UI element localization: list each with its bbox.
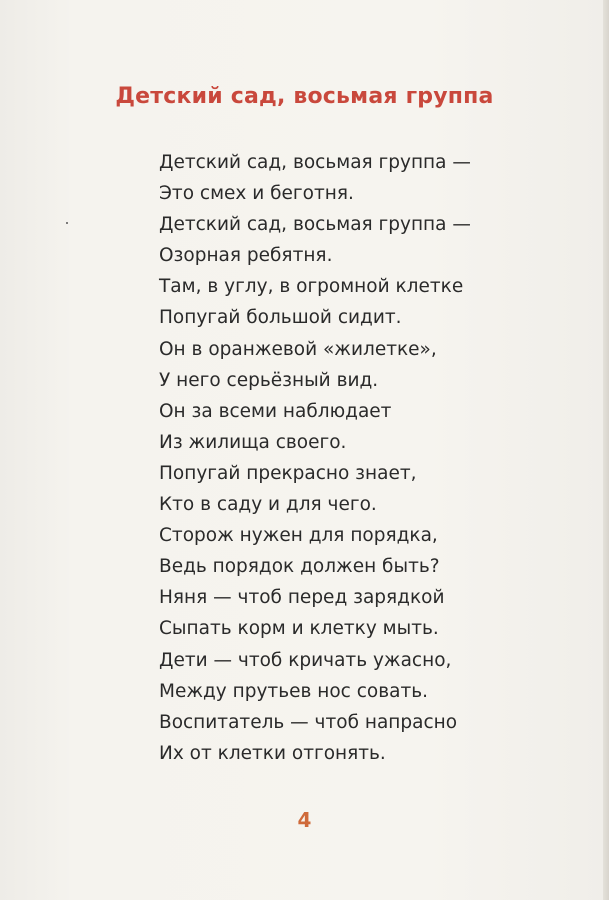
poem-line: Он в оранжевой «жилетке», — [159, 338, 437, 360]
poem-line: Это смех и беготня. — [159, 183, 354, 205]
poem-line: Из жилища своего. — [159, 431, 347, 453]
page-edge — [603, 0, 609, 900]
poem-line: Между прутьев нос совать. — [159, 680, 429, 702]
poem-text — [159, 147, 471, 769]
page-number: 4 — [297, 808, 312, 832]
poem-line: Сторож нужен для порядка, — [159, 525, 438, 547]
poem-line: Попугай прекрасно знает, — [159, 462, 417, 484]
poem-title: Детский сад, восьмая группа — [115, 84, 494, 109]
poem-line: Он за всеми наблюдает — [159, 400, 392, 422]
poem-line: Детский сад, восьмая группа — — [159, 152, 471, 173]
poem-line: Попугай большой сидит. — [159, 307, 402, 329]
poem-line: У него серьёзный вид. — [159, 369, 379, 391]
poem-line: Няня — чтоб перед зарядкой — [159, 587, 445, 609]
poem-line: Ведь порядок должен быть? — [159, 556, 440, 578]
poem-line: Там, в углу, в огромной клетке — [159, 276, 464, 298]
poem-line: Воспитатель — чтоб напрасно — [159, 711, 458, 733]
poem-line: Сыпать корм и клетку мыть. — [159, 618, 439, 640]
poem-line: Озорная ребятня. — [159, 245, 333, 267]
poem-line: Их от клетки отгонять. — [159, 742, 386, 764]
paper-speck — [66, 222, 68, 224]
poem-line: Детский сад, восьмая группа — — [159, 214, 471, 236]
poem-line: Кто в саду и для чего. — [159, 494, 377, 516]
poem-line: Дети — чтоб кричать ужасно, — [159, 649, 452, 671]
